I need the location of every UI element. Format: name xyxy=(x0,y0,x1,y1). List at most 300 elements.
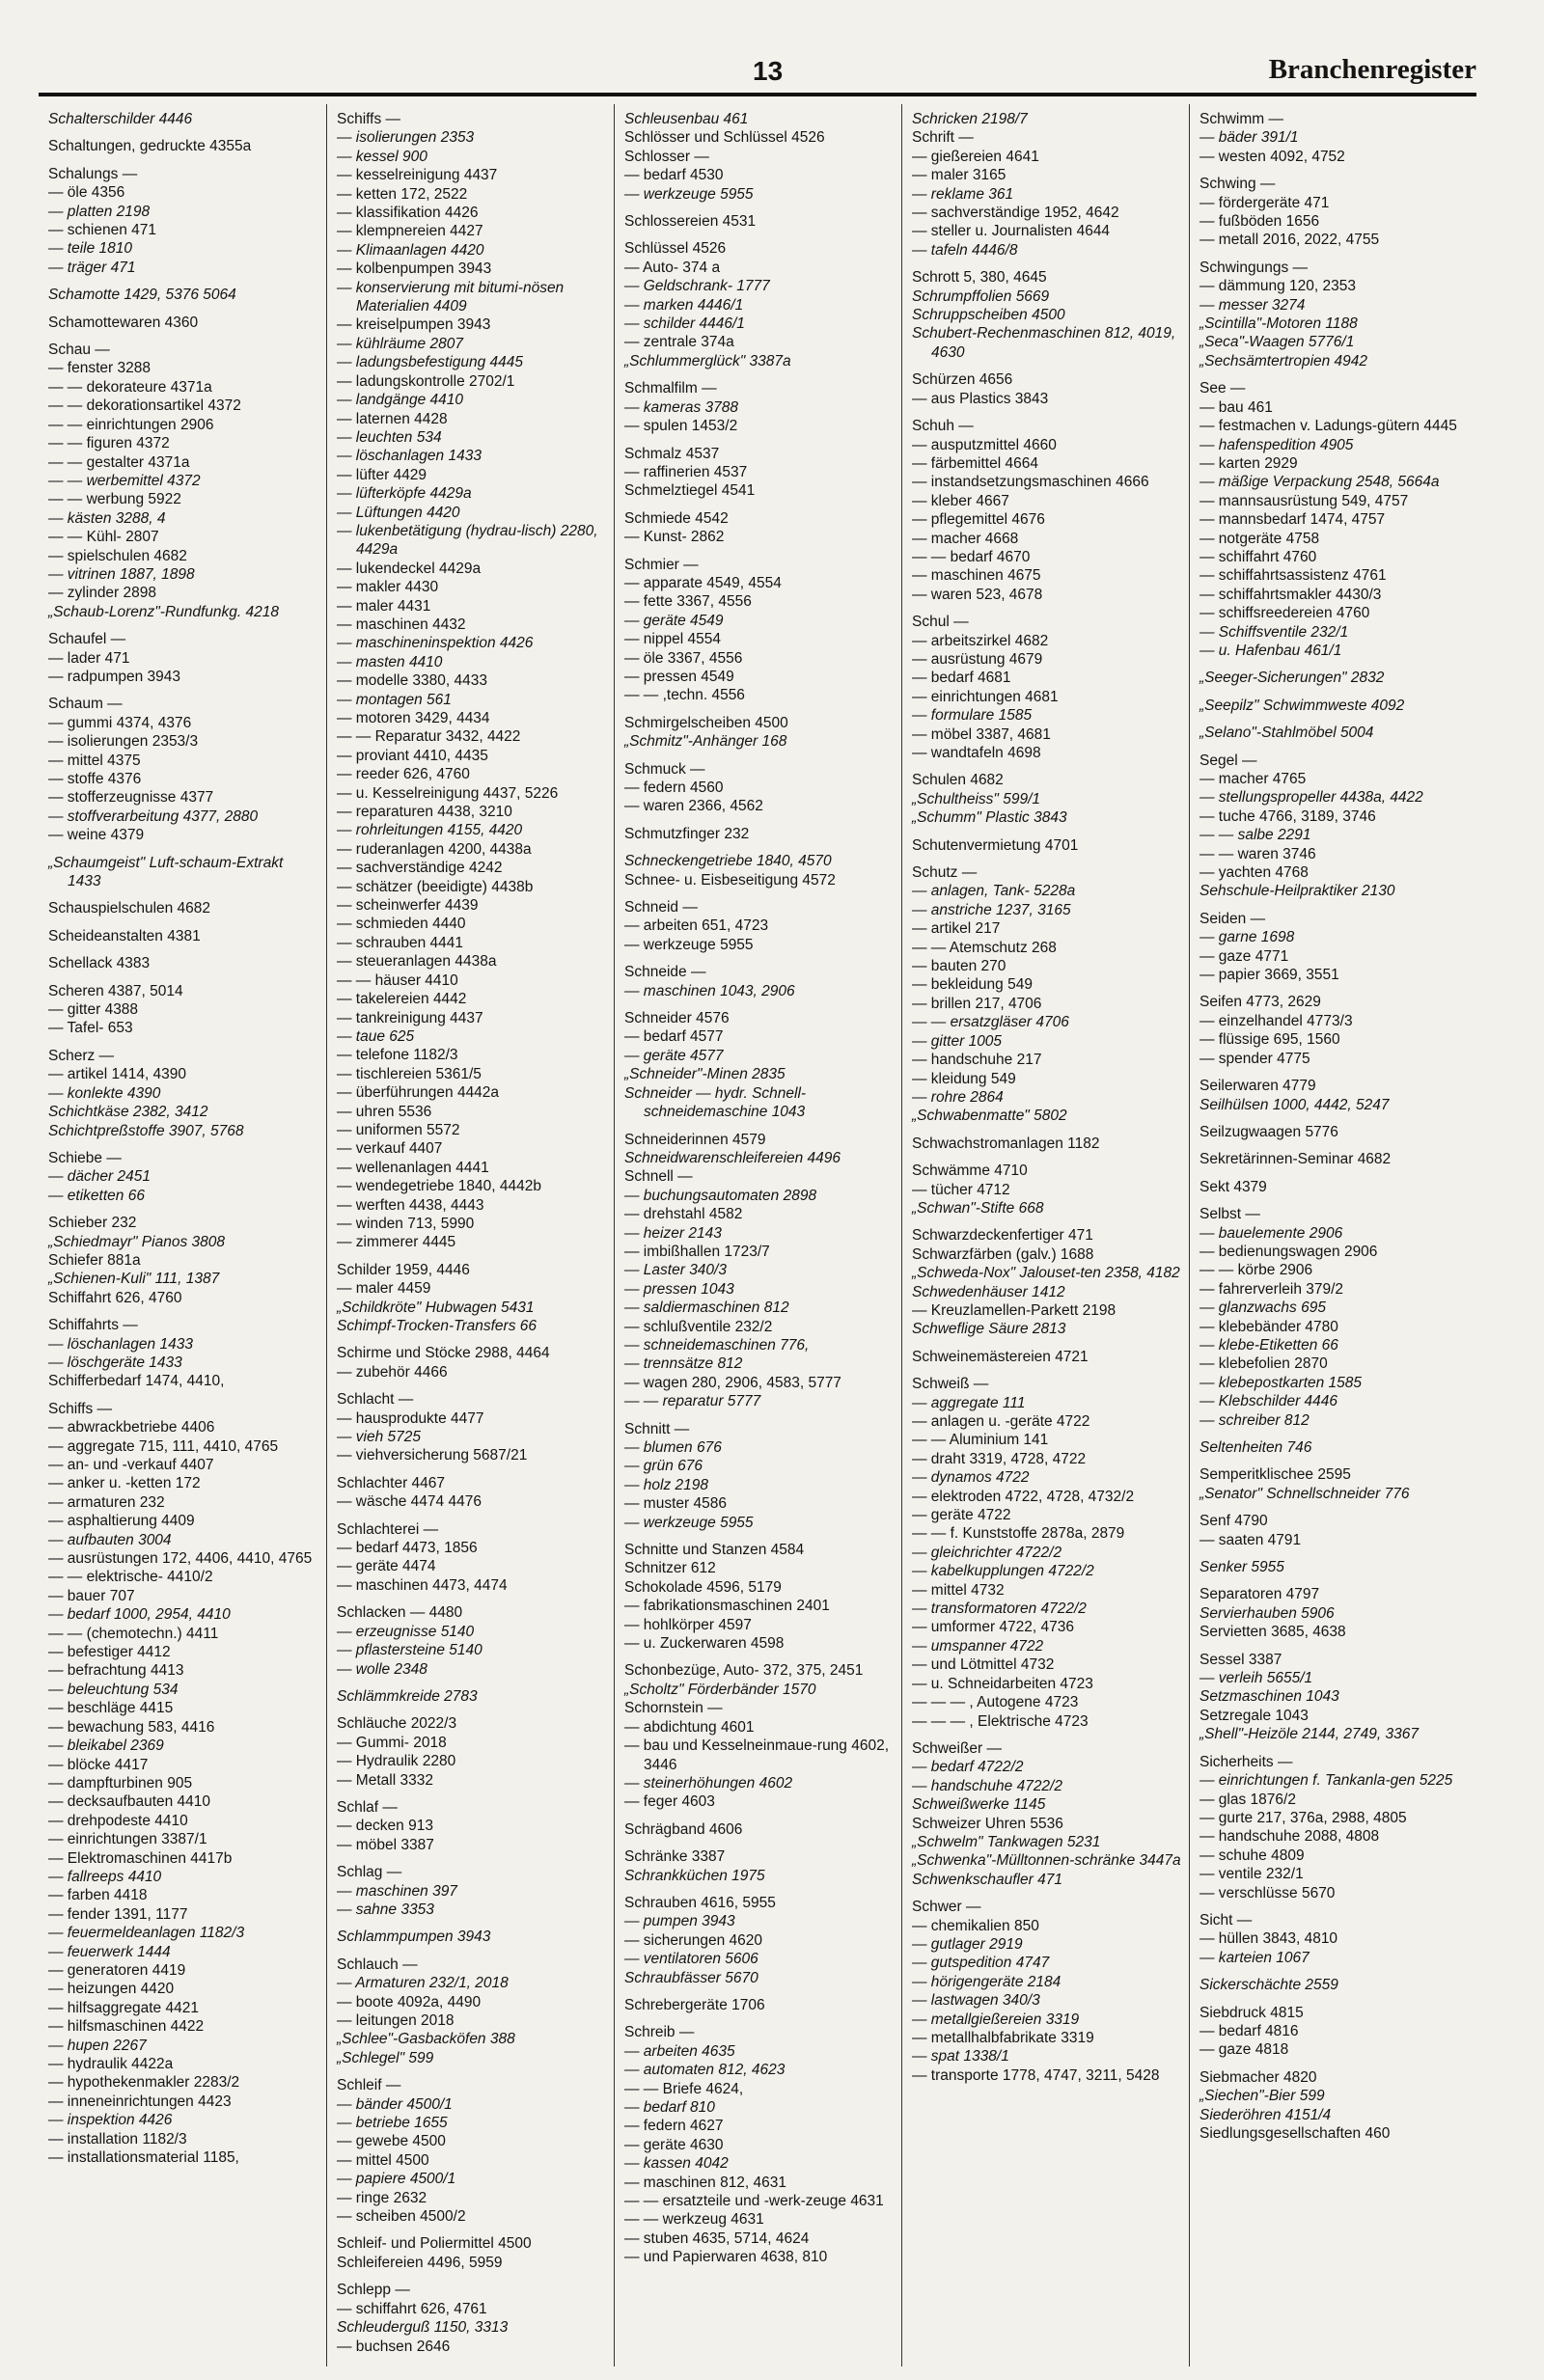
index-entry: — bauten 270 xyxy=(912,958,1006,975)
index-entry: Siebmacher 4820 xyxy=(1199,2068,1317,2086)
index-entry: — installation 1182/3 xyxy=(48,2130,187,2147)
index-entry: Selbst — xyxy=(1199,1206,1260,1223)
index-entry: — mittel 4500 xyxy=(337,2151,429,2169)
index-entry: „Schultheiss" 599/1 xyxy=(912,790,1041,807)
index-entry: — Auto- 374 a xyxy=(624,259,721,276)
index-entry: — grün 676 xyxy=(624,1458,703,1475)
index-entry: — geräte 4474 xyxy=(337,1558,436,1575)
index-entry: Schnee- u. Eisbeseitigung 4572 xyxy=(624,871,836,889)
index-entry: Schnell — xyxy=(624,1168,693,1186)
index-entry: Schlossereien 4531 xyxy=(624,213,757,231)
index-entry: — wandtafeln 4698 xyxy=(912,745,1041,761)
index-columns xyxy=(39,104,1476,2366)
index-entry: — — Aluminium 141 xyxy=(912,1432,1049,1449)
index-entry: — abwrackbetriebe 4406 xyxy=(48,1419,215,1436)
index-entry: — leitungen 2018 xyxy=(337,2012,455,2029)
index-entry: — steinerhöhungen 4602 xyxy=(624,1774,793,1792)
index-entry: — spulen 1453/2 xyxy=(624,418,738,435)
index-entry: — handschuhe 2088, 4808 xyxy=(1199,1828,1380,1846)
index-entry: — — werbemittel 4372 xyxy=(48,472,201,489)
index-entry: — Metall 3332 xyxy=(337,1771,433,1789)
index-entry: — wagen 280, 2906, 4583, 5777 xyxy=(624,1374,841,1391)
header-rule xyxy=(39,93,1476,96)
index-entry: — spender 4775 xyxy=(1199,1050,1310,1067)
index-entry: — maschinen 4473, 4474 xyxy=(337,1576,508,1594)
index-entry: — metall 2016, 2022, 4755 xyxy=(1199,232,1380,249)
index-entry: — verkauf 4407 xyxy=(337,1140,443,1158)
index-entry: — artikel 217 xyxy=(912,920,1001,938)
index-entry: — stoffe 4376 xyxy=(48,771,142,787)
index-entry: Schläuche 2022/3 xyxy=(337,1715,457,1733)
index-entry: — schreiber 812 xyxy=(1199,1411,1310,1429)
index-entry: — — häuser 4410 xyxy=(337,971,458,989)
index-column-1 xyxy=(39,104,326,2366)
index-entry: — transformatoren 4722/2 xyxy=(912,1600,1087,1618)
index-entry: Seilhülsen 1000, 4442, 5247 xyxy=(1199,1096,1390,1113)
index-entry: Schlacken — 4480 xyxy=(337,1604,463,1622)
index-entry: — bedarf 1000, 2954, 4410 xyxy=(48,1606,231,1624)
index-entry: — — ,techn. 4556 xyxy=(624,687,745,704)
index-entry: „Sechsämtertropien 4942 xyxy=(1199,352,1368,369)
index-entry: — aus Plastics 3843 xyxy=(912,390,1049,407)
index-entry: — mittel 4375 xyxy=(48,752,141,769)
index-entry: Schränke 3387 xyxy=(624,1848,726,1866)
index-entry: — — (chemotechn.) 4411 xyxy=(48,1625,219,1642)
index-entry: — — reparatur 5777 xyxy=(624,1393,761,1410)
index-entry: — feger 4603 xyxy=(624,1793,715,1811)
index-entry: — kleidung 549 xyxy=(912,1070,1016,1087)
index-entry: — hausprodukte 4477 xyxy=(337,1409,484,1427)
index-entry: — öle 3367, 4556 xyxy=(624,649,743,667)
index-entry: — — Briefe 4624, xyxy=(624,2080,744,2097)
index-entry: — saaten 4791 xyxy=(1199,1531,1302,1548)
index-entry: Schwarzdeckenfertiger 471 xyxy=(912,1227,1093,1245)
index-column-4 xyxy=(901,104,1189,2366)
index-entry: — maschinen 812, 4631 xyxy=(624,2174,787,2191)
index-entry: Schneiderinnen 4579 xyxy=(624,1131,766,1148)
index-entry: — maschineninspektion 4426 xyxy=(337,635,534,652)
index-entry: — geräte 4577 xyxy=(624,1047,724,1064)
index-entry: — zubehör 4466 xyxy=(337,1363,448,1381)
index-entry: — gaze 4771 xyxy=(1199,947,1289,965)
index-entry: Schürzen 4656 xyxy=(912,371,1013,389)
index-entry: „Scintilla"-Motoren 1188 xyxy=(1199,315,1358,333)
index-entry: — — Reparatur 3432, 4422 xyxy=(337,728,521,746)
index-entry: — und Papierwaren 4638, 810 xyxy=(624,2249,828,2266)
index-entry: — konlekte 4390 xyxy=(48,1084,161,1102)
index-entry: Schiffs — xyxy=(48,1400,113,1417)
index-entry: — proviant 4410, 4435 xyxy=(337,747,488,764)
index-entry: — boote 4092a, 4490 xyxy=(337,1993,482,2011)
index-entry: Schiffahrt 626, 4760 xyxy=(48,1289,182,1306)
index-entry: Schrägband 4606 xyxy=(624,1820,743,1838)
index-column-2 xyxy=(326,104,614,2366)
index-entry: — fußböden 1656 xyxy=(1199,213,1320,231)
index-entry: — gitter 4388 xyxy=(48,1001,139,1019)
index-entry: — marken 4446/1 xyxy=(624,296,744,314)
index-entry: — drehstahl 4582 xyxy=(624,1206,743,1223)
index-entry: — maschinen 4432 xyxy=(337,616,466,633)
index-entry: Schrumpffolien 5669 xyxy=(912,287,1050,305)
index-entry: Schneide — xyxy=(624,964,706,981)
index-entry: — — Kühl- 2807 xyxy=(48,529,159,546)
index-entry: „Schlee"-Gasbacköfen 388 xyxy=(337,2031,515,2048)
index-entry: — gurte 217, 376a, 2988, 4805 xyxy=(1199,1809,1407,1826)
index-entry: Schokolade 4596, 5179 xyxy=(624,1578,782,1596)
index-entry: — schiffahrt 4760 xyxy=(1199,548,1317,565)
index-entry: — gitter 1005 xyxy=(912,1032,1003,1050)
index-entry: Schauspielschulen 4682 xyxy=(48,900,211,917)
index-entry: — bauer 707 xyxy=(48,1587,135,1604)
index-entry: — u. Hafenbau 461/1 xyxy=(1199,642,1342,659)
running-head: Branchenregister xyxy=(1268,54,1476,85)
index-entry: — apparate 4549, 4554 xyxy=(624,574,782,591)
index-entry: Schwimm — xyxy=(1199,111,1283,127)
index-entry: — reklame 361 xyxy=(912,185,1014,203)
index-entry: — brillen 217, 4706 xyxy=(912,995,1042,1012)
index-entry: — hypothekenmakler 2283/2 xyxy=(48,2074,240,2092)
index-entry: Schlammpumpen 3943 xyxy=(337,1929,491,1946)
index-entry: Schimpf-Trocken-Transfers 66 xyxy=(337,1318,538,1334)
index-entry: — dämmung 120, 2353 xyxy=(1199,278,1356,295)
index-entry: — tücher 4712 xyxy=(912,1181,1010,1198)
index-entry: „Schwan"-Stifte 668 xyxy=(912,1199,1044,1217)
index-entry: — schlußventile 232/2 xyxy=(624,1318,773,1335)
index-entry: Schrauben 4616, 5955 xyxy=(624,1894,776,1911)
index-entry: Schlag — xyxy=(337,1864,402,1881)
index-entry: Siederöhren 4151/4 xyxy=(1199,2106,1332,2123)
index-entry: Schubert-Rechenmaschinen 812, 4019, 4630 xyxy=(912,325,1176,361)
index-entry: — — werkzeug 4631 xyxy=(624,2211,764,2229)
index-entry: — kästen 3288, 4 xyxy=(48,509,166,527)
index-entry: — stellungspropeller 4438a, 4422 xyxy=(1199,789,1423,807)
index-entry: Scherz — xyxy=(48,1047,115,1064)
index-entry: — einrichtungen 3387/1 xyxy=(48,1831,207,1848)
index-entry: — viehversicherung 5687/21 xyxy=(337,1447,528,1464)
index-entry: — holz 2198 xyxy=(624,1476,709,1493)
index-entry: — ruderanlagen 4200, 4438a xyxy=(337,840,532,858)
index-entry: Schricken 2198/7 xyxy=(912,111,1028,127)
index-entry: Scheideanstalten 4381 xyxy=(48,927,201,944)
index-entry: — verschlüsse 5670 xyxy=(1199,1884,1336,1901)
index-entry: — Tafel- 653 xyxy=(48,1020,133,1037)
index-entry: — sachverständige 4242 xyxy=(337,860,503,877)
index-entry: — und Lötmittel 4732 xyxy=(912,1656,1055,1674)
index-entry: — pressen 1043 xyxy=(624,1280,734,1298)
index-entry: — inneneinrichtungen 4423 xyxy=(48,2093,232,2110)
index-entry: — laternen 4428 xyxy=(337,410,448,427)
page-header xyxy=(39,52,1476,91)
index-entry: — lastwagen 340/3 xyxy=(912,1992,1040,2010)
index-entry: — stofferzeugnisse 4377 xyxy=(48,789,214,807)
index-entry: — bewachung 583, 4416 xyxy=(48,1718,215,1736)
index-entry: — ketten 172, 2522 xyxy=(337,185,468,203)
index-entry: Schlüssel 4526 xyxy=(624,240,727,258)
index-entry: — anlagen, Tank- 5228a xyxy=(912,883,1076,900)
index-entry: Schiffahrts — xyxy=(48,1317,138,1334)
index-entry: — drehpodeste 4410 xyxy=(48,1812,188,1829)
index-entry: Schaufel — xyxy=(48,631,126,648)
index-entry: — löschgeräte 1433 xyxy=(48,1354,182,1371)
index-entry: — Schiffsventile 232/1 xyxy=(1199,623,1349,641)
index-entry: — elektroden 4722, 4728, 4732/2 xyxy=(912,1488,1135,1505)
index-entry: — schiffsreedereien 4760 xyxy=(1199,605,1370,622)
index-entry: — löschanlagen 1433 xyxy=(337,448,482,465)
index-entry: — überführungen 4442a xyxy=(337,1084,500,1102)
index-entry: — stoffverarbeitung 4377, 2880 xyxy=(48,807,259,825)
index-entry: — scheiben 4500/2 xyxy=(337,2208,466,2226)
index-entry: — karteien 1067 xyxy=(1199,1949,1310,1966)
index-entry: Schmalfilm — xyxy=(624,380,717,397)
index-entry: Schnitzer 612 xyxy=(624,1560,716,1577)
index-column-3 xyxy=(614,104,901,2366)
index-entry: Schleusenbau 461 xyxy=(624,111,749,127)
index-entry: — zimmerer 4445 xyxy=(337,1234,456,1251)
index-entry: — fallreeps 4410 xyxy=(48,1868,162,1885)
index-entry: — Kunst- 2862 xyxy=(624,529,725,546)
index-entry: Schonbezüge, Auto- 372, 375, 2451 xyxy=(624,1662,864,1680)
index-entry: „Schwelm" Tankwagen 5231 xyxy=(912,1833,1101,1850)
index-entry: — aggregate 111 xyxy=(912,1394,1026,1411)
index-entry: — buchsen 2646 xyxy=(337,2338,451,2355)
index-entry: Schleif — xyxy=(337,2077,401,2094)
index-entry: — gaze 4818 xyxy=(1199,2041,1289,2059)
index-entry: — klebepostkarten 1585 xyxy=(1199,1374,1363,1391)
index-entry: — federn 4560 xyxy=(624,780,724,796)
index-entry: — wolle 2348 xyxy=(337,1660,427,1678)
index-entry: — geräte 4549 xyxy=(624,612,724,629)
index-entry: Schrott 5, 380, 4645 xyxy=(912,269,1047,287)
index-entry: — gummi 4374, 4376 xyxy=(48,714,192,731)
index-entry: — winden 713, 5990 xyxy=(337,1215,475,1232)
index-entry: Schwing — xyxy=(1199,176,1276,193)
index-entry: Schutz — xyxy=(912,864,978,882)
index-entry: Schalungs — xyxy=(48,165,138,182)
index-entry: — schätzer (beeidigte) 4438b xyxy=(337,878,534,895)
index-entry: — befrachtung 4413 xyxy=(48,1662,184,1680)
index-entry: Schichtpreßstoffe 3907, 5768 xyxy=(48,1122,244,1139)
index-entry: — stuben 4635, 5714, 4624 xyxy=(624,2230,810,2247)
index-entry: „Seeger-Sicherungen" 2832 xyxy=(1199,670,1385,687)
index-entry: — klassifikation 4426 xyxy=(337,205,479,222)
index-entry: — steller u. Journalisten 4644 xyxy=(912,223,1111,240)
index-entry: — lüfter 4429 xyxy=(337,466,427,483)
index-entry: — fenster 3288 xyxy=(48,360,151,377)
index-entry: — abdichtung 4601 xyxy=(624,1718,755,1736)
index-entry: — bau und Kesselneinmaue-rung 4602, 3446 xyxy=(624,1737,890,1773)
index-entry: — betriebe 1655 xyxy=(337,2115,448,2132)
index-entry: Schlepp — xyxy=(337,2282,410,2299)
index-entry: — spielschulen 4682 xyxy=(48,547,187,564)
index-entry: — ladungsbefestigung 4445 xyxy=(337,354,524,371)
index-entry: — lukendeckel 4429a xyxy=(337,560,482,577)
index-entry: — blöcke 4417 xyxy=(48,1756,149,1773)
index-entry: — reeder 626, 4760 xyxy=(337,766,470,783)
index-entry: — bedarf 4577 xyxy=(624,1028,724,1046)
index-entry: — bedarf 4816 xyxy=(1199,2022,1299,2039)
index-entry: — lüfterköpfe 4429a xyxy=(337,485,472,503)
index-entry: — motoren 3429, 4434 xyxy=(337,710,490,726)
index-entry: Scheren 4387, 5014 xyxy=(48,982,183,999)
index-entry: Schirme und Stöcke 2988, 4464 xyxy=(337,1345,550,1362)
index-entry: Schalterschilder 4446 xyxy=(48,111,193,127)
index-entry: — schmieden 4440 xyxy=(337,916,466,933)
index-entry: — u. Zuckerwaren 4598 xyxy=(624,1635,785,1653)
index-entry: — fender 1391, 1177 xyxy=(48,1905,188,1923)
index-entry: — flüssige 695, 1560 xyxy=(1199,1031,1340,1049)
index-entry: — bedienungswagen 2906 xyxy=(1199,1243,1378,1260)
index-entry: — mannsbedarf 1474, 4757 xyxy=(1199,511,1386,529)
index-entry: — — dekorationsartikel 4372 xyxy=(48,397,241,415)
index-entry: — garne 1698 xyxy=(1199,929,1295,946)
index-entry: Sekt 4379 xyxy=(1199,1178,1267,1195)
index-entry: — metallhalbfabrikate 3319 xyxy=(912,2030,1094,2046)
index-entry: — dächer 2451 xyxy=(48,1168,151,1186)
index-entry: Seilerwaren 4779 xyxy=(1199,1078,1316,1095)
index-entry: — schiffahrt 626, 4761 xyxy=(337,2300,487,2317)
index-entry: Schiebe — xyxy=(48,1149,122,1166)
index-column-5 xyxy=(1189,104,1476,2366)
index-entry: Schamottewaren 4360 xyxy=(48,314,199,331)
index-entry: Schwedenhäuser 1412 xyxy=(912,1283,1065,1300)
index-entry: Senker 5955 xyxy=(1199,1559,1284,1576)
index-entry: — reparaturen 4438, 3210 xyxy=(337,804,512,821)
index-entry: — instandsetzungsmaschinen 4666 xyxy=(912,474,1149,491)
index-entry: „Schiedmayr" Pianos 3808 xyxy=(48,1233,225,1250)
index-entry: — bleikabel 2369 xyxy=(48,1737,164,1755)
index-entry: — fette 3367, 4556 xyxy=(624,593,752,611)
index-entry: — scheinwerfer 4439 xyxy=(337,897,479,915)
index-entry: — etiketten 66 xyxy=(48,1187,145,1204)
index-entry: — macher 4765 xyxy=(1199,771,1307,787)
index-entry: — — Atemschutz 268 xyxy=(912,939,1057,956)
index-entry: „Schildkröte" Hubwagen 5431 xyxy=(337,1299,535,1316)
index-entry: — tuche 4766, 3189, 3746 xyxy=(1199,807,1376,825)
page-number: 13 xyxy=(753,56,784,86)
index-entry: — hohlkörper 4597 xyxy=(624,1616,752,1633)
index-entry: — konservierung mit bitumi-nösen Materialien 4409 xyxy=(337,279,565,315)
index-entry: — werkzeuge 5955 xyxy=(624,1514,754,1531)
index-entry: — chemikalien 850 xyxy=(912,1917,1039,1934)
index-entry: — einrichtungen 4681 xyxy=(912,688,1059,705)
index-entry: Seifen 4773, 2629 xyxy=(1199,994,1321,1011)
index-entry: Schutenvermietung 4701 xyxy=(912,836,1079,854)
index-entry: — macher 4668 xyxy=(912,530,1019,547)
index-entry: — kühlräume 2807 xyxy=(337,335,463,352)
index-entry: — zentrale 374a xyxy=(624,334,734,351)
index-entry: — generatoren 4419 xyxy=(48,1961,186,1979)
index-entry: — bauelemente 2906 xyxy=(1199,1224,1343,1242)
index-entry: — schrauben 4441 xyxy=(337,934,463,951)
index-entry: — automaten 812, 4623 xyxy=(624,2062,786,2079)
index-entry: Schnitte und Stanzen 4584 xyxy=(624,1542,805,1559)
index-entry: — isolierungen 2353/3 xyxy=(48,733,199,751)
index-entry: — schuhe 4809 xyxy=(1199,1847,1305,1864)
index-entry: — Laster 340/3 xyxy=(624,1262,727,1279)
index-entry: — fördergeräte 471 xyxy=(1199,194,1330,211)
index-entry: — löschanlagen 1433 xyxy=(48,1335,193,1353)
index-entry: Schwachstromanlagen 1182 xyxy=(912,1135,1100,1152)
index-entry: Schrift — xyxy=(912,129,974,147)
index-entry: — installationsmaterial 1185, xyxy=(48,2149,239,2167)
index-entry: „Schneider"-Minen 2835 xyxy=(624,1066,786,1083)
index-entry: — radpumpen 3943 xyxy=(48,668,181,685)
index-entry: — makler 4430 xyxy=(337,579,439,596)
index-entry: — einzelhandel 4773/3 xyxy=(1199,1012,1353,1029)
index-entry: — gutspedition 4747 xyxy=(912,1955,1050,1972)
index-entry: Schmirgelscheiben 4500 xyxy=(624,714,788,731)
index-entry: — sachverständige 1952, 4642 xyxy=(912,205,1119,222)
index-entry: — geräte 4722 xyxy=(912,1507,1011,1524)
index-entry: Setzmaschinen 1043 xyxy=(1199,1688,1339,1706)
index-entry: — gewebe 4500 xyxy=(337,2133,446,2150)
index-entry: — färbemittel 4664 xyxy=(912,454,1038,472)
index-entry: — Kreuzlamellen-Parkett 2198 xyxy=(912,1301,1117,1319)
index-entry: — gießereien 4641 xyxy=(912,148,1039,165)
index-entry: „Schmitz"-Anhänger 168 xyxy=(624,733,787,751)
index-entry: „Schweda-Nox" Jalouset-ten 2358, 4182 xyxy=(912,1265,1180,1282)
index-entry: — kameras 3788 xyxy=(624,398,739,416)
index-entry: „Schwenka"-Mülltonnen-schränke 3447a xyxy=(912,1852,1181,1870)
index-entry: — steueranlagen 4438a xyxy=(337,953,497,971)
index-entry: — formulare 1585 xyxy=(912,707,1033,725)
index-entry: — gleichrichter 4722/2 xyxy=(912,1544,1062,1561)
index-entry: — festmachen v. Ladungs-gütern 4445 xyxy=(1199,418,1457,435)
index-entry: Sicherheits — xyxy=(1199,1753,1293,1770)
index-entry: — uhren 5536 xyxy=(337,1103,432,1120)
index-entry: — inspektion 4426 xyxy=(48,2112,173,2129)
index-entry: — telefone 1182/3 xyxy=(337,1047,458,1064)
index-entry: — waren 523, 4678 xyxy=(912,586,1043,603)
index-entry: — hörigengeräte 2184 xyxy=(912,1973,1062,1990)
index-entry: Schlösser und Schlüssel 4526 xyxy=(624,129,825,147)
index-entry: — decksaufbauten 4410 xyxy=(48,1793,211,1811)
index-entry: — beleuchtung 534 xyxy=(48,1681,179,1698)
index-entry: — pressen 4549 xyxy=(624,668,734,685)
index-entry: — yachten 4768 xyxy=(1199,864,1309,882)
index-entry: Schmutzfinger 232 xyxy=(624,825,750,842)
index-entry: — rohrleitungen 4155, 4420 xyxy=(337,822,523,839)
index-entry: — leuchten 534 xyxy=(337,428,442,446)
index-entry: „Selano"-Stahlmöbel 5004 xyxy=(1199,725,1374,742)
index-entry: Schweflige Säure 2813 xyxy=(912,1321,1066,1338)
index-entry: — rohre 2864 xyxy=(912,1088,1004,1106)
index-entry: — notgeräte 4758 xyxy=(1199,530,1320,547)
index-entry: Schneider — hydr. Schnell-schneidemaschine 1043 xyxy=(624,1084,807,1121)
index-entry: — spat 1338/1 xyxy=(912,2048,1009,2065)
index-entry: — modelle 3380, 4433 xyxy=(337,672,487,690)
index-entry: — schiffahrtsassistenz 4761 xyxy=(1199,567,1387,585)
index-entry: Schul — xyxy=(912,614,969,631)
index-entry: — fahrerverleih 379/2 xyxy=(1199,1280,1344,1298)
index-entry: — hupen 2267 xyxy=(48,2037,147,2054)
index-entry: — Lüftungen 4420 xyxy=(337,504,460,521)
index-entry: — — einrichtungen 2906 xyxy=(48,416,214,433)
index-entry: Schweißer — xyxy=(912,1739,1003,1757)
index-entry: — — ersatzteile und -werk-zeuge 4631 xyxy=(624,2193,884,2210)
index-entry: — Armaturen 232/1, 2018 xyxy=(337,1975,509,1992)
index-entry: — tischlereien 5361/5 xyxy=(337,1065,482,1082)
index-entry: Sessel 3387 xyxy=(1199,1651,1282,1668)
index-entry: — hydraulik 4422a xyxy=(48,2056,174,2072)
index-entry: Schieber 232 xyxy=(48,1215,137,1232)
index-entry: — kabelkupplungen 4722/2 xyxy=(912,1563,1094,1580)
index-entry: — bedarf 4722/2 xyxy=(912,1759,1024,1776)
index-entry: Schaum — xyxy=(48,696,123,713)
index-entry: — ladungskontrolle 2702/1 xyxy=(337,372,515,390)
index-entry: Schweißwerke 1145 xyxy=(912,1796,1046,1814)
index-entry: Schmier — xyxy=(624,556,699,573)
